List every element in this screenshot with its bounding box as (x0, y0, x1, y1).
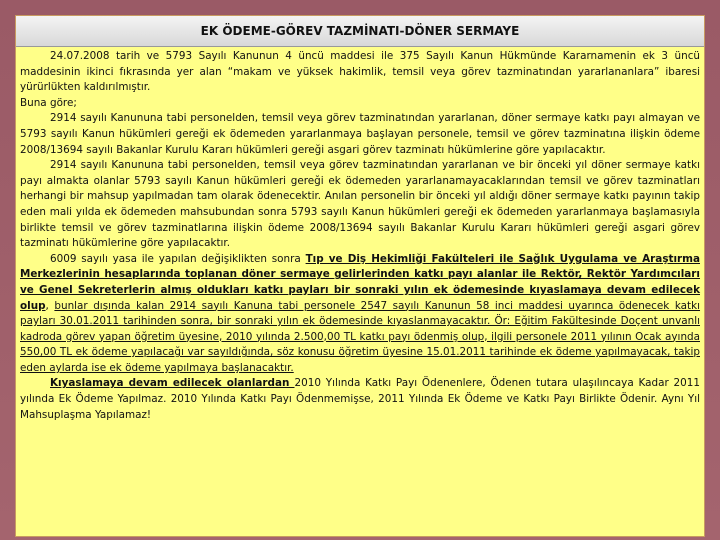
paragraph-5-bold-underlined: Tıp ve Diş Hekimliği Fakülteleri ile Sağlık Uygulama ve Araştırma Merkezlerinin hesaplarında toplanan döner sermaye gelirlerinden katkı payı alanlar ile Rektör, Rektör Yardımcıları ve Genel Sekreterlerin almış oldukları katkı payları bir sonraki yılın ek ödemesinde kıyaslamaya devam edilecek olup (20, 252, 700, 312)
content-panel (16, 16, 704, 536)
paragraph-5-intro: 6009 sayılı yasa ile yapılan değişiklikten sonra (50, 252, 306, 265)
paragraph-1: 24.07.2008 tarih ve 5793 Sayılı Kanunun 4 üncü maddesi ile 375 Sayılı Kanun Hükmünde Kararnamenin ek 3 üncü maddesinin ikinci fıkrasında yer alan “makam ve yüksek hakimlik, temsil veya görev tazminatından yararlananlara” ibaresi yürürlükten kaldırılmıştır. (20, 50, 700, 94)
page-title: EK ÖDEME-GÖREV TAZMİNATI-DÖNER SERMAYE (16, 16, 704, 47)
paragraph-5-separator: , (45, 299, 55, 312)
paragraph-6 (20, 376, 700, 423)
document-body (16, 47, 704, 423)
paragraph-2: Buna göre; (20, 96, 77, 109)
paragraph-6-bold-underlined: Kıyaslamaya devam edilecek olanlardan (50, 377, 295, 390)
paragraph-4: 2914 sayılı Kanununa tabi personelden, temsil veya görev tazminatından yararlanan ve bir önceki yıl döner sermaye katkı payı almakta olanlar 5793 sayılı Kanun hükümleri gereği ek ödemeden yararlanamayacaklarından temsil ve görev tazminatları herhangi bir mahsup yapılmadan tam olarak ödenecektir. Anılan personelin bir önceki yıl aldığı döner sermaye katkı payının takip eden mali yılda ek ödemeden mahsubundan sonra 5793 sayılı Kanun hükümleri gereği ek ödemeden yararlanmaya başlamasıyla birlikte temsil ve görev tazminatlarına ilişkin ödeme 2008/13694 sayılı Bakanlar Kurulu Kararı hükümleri gereği asgari görev tazminatı hükümlerine göre yapılacaktır. (20, 159, 700, 250)
paragraph-5 (20, 252, 700, 377)
paragraph-5-underlined: bunlar dışında kalan 2914 sayılı Kanuna tabi personele 2547 sayılı Kanunun 58 inci maddesi uyarınca ödenecek katkı payları 30.01.2011 tarihinden sonra, bir sonraki yılın ek ödemesinde kıyaslanmayacaktır. Ör: Eğitim Fakültesinde Doçent unvanlı kadroda görev yapan öğretim üyesine, 2010 yılında 2.500,00 TL katkı payı ödenmiş olup, ilgili personele 2011 yılının Ocak ayında 550,00 TL ek ödeme yapılacağı var sayıldığında, söz konusu öğretim üyesine 15.01.2011 tarihinde ek ödeme yapılmayacak, takip eden aylarda ise ek ödeme yapılmaya başlanacaktır. (20, 299, 701, 374)
paragraph-3: 2914 sayılı Kanununa tabi personelden, temsil veya görev tazminatından yararlanan, döner sermaye katkı payı almayan ve 5793 sayılı Kanun hükümleri gereği ek ödemeden yararlanmaya başlayan personele, temsil ve görev tazminatına ilişkin ödeme 2008/13694 sayılı Bakanlar Kurulu Kararı hükümleri gereği asgari görev tazminatı hükümlerine göre yapılacaktır. (20, 112, 700, 156)
paragraph-6-text: 2010 Yılında Katkı Payı Ödenenlere, Ödenen tutara ulaşılıncaya Kadar 2011 yılında Ek Ödeme Yapılmaz. 2010 Yılında Katkı Payı Ödenmemişse, 2011 Yılında Ek Ödeme ve Katkı Payı Birlikte Ödenir. Aynı Yıl Mahsuplaşma Yapılamaz! (20, 377, 700, 421)
